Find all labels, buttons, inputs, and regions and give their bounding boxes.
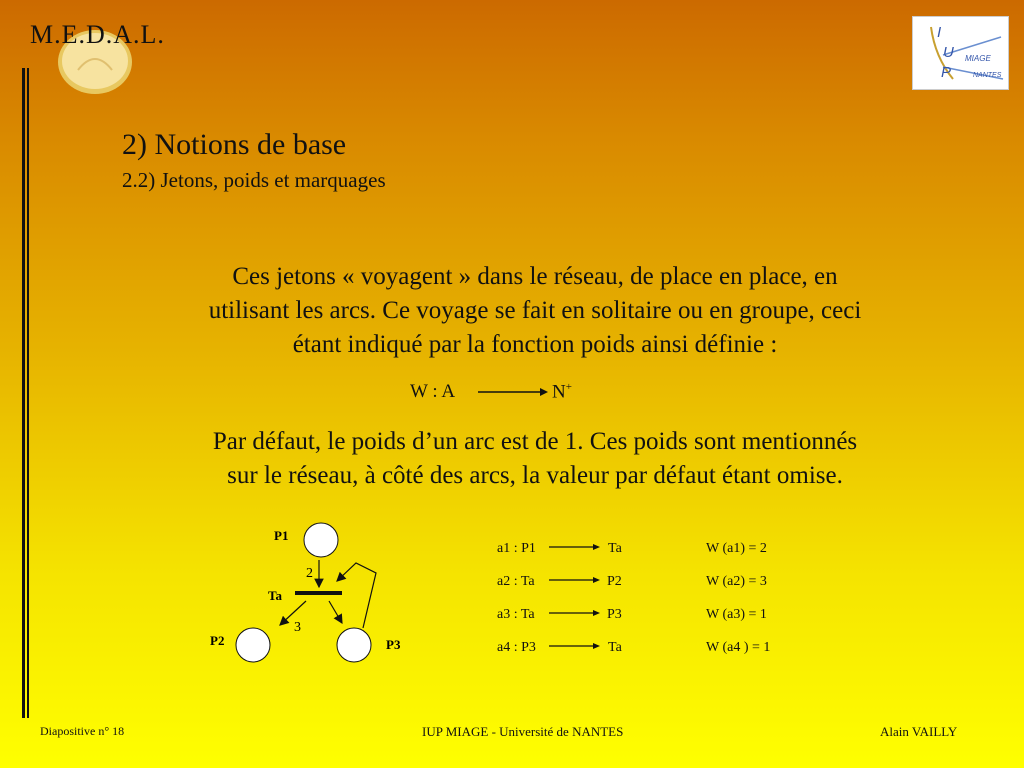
footer-institution: IUP MIAGE - Université de NANTES [422, 724, 624, 739]
table-row [497, 574, 797, 607]
label-p3: P3 [386, 637, 401, 652]
paragraph-line: étant indiqué par la fonction poids ainsi définie : [292, 331, 778, 358]
footer-author: Alain VAILLY [880, 724, 958, 739]
place-p3 [337, 628, 371, 662]
vertical-rule-inner [27, 68, 29, 718]
arc-weight: W (a4 ) = 1 [706, 640, 771, 655]
formula-domain: W : A [410, 381, 456, 402]
section-subheading: 2.2) Jetons, poids et marquages [122, 168, 386, 192]
arrow-icon [547, 640, 601, 652]
petri-net-diagram [200, 515, 420, 675]
formula-codomain-base: N [552, 381, 566, 403]
arc-a3 [329, 601, 342, 623]
arc-label: a3 : Ta [497, 607, 535, 622]
label-p1: P1 [274, 528, 289, 543]
logo-letter-u: U [943, 44, 954, 61]
arc-label: a4 : P3 [497, 640, 536, 655]
arc-a4 [337, 563, 376, 628]
paragraph-line: Par défaut, le poids d’un arc est de 1. Ces poids sont mentionnés [212, 428, 858, 455]
paragraph-default-weight [140, 425, 930, 493]
paragraph-line: Ces jetons « voyagent » dans le réseau, de place en place, en [232, 263, 838, 290]
weight-a1: 2 [306, 566, 313, 581]
arc-target: Ta [608, 640, 622, 655]
logo-word-miage: MIAGE [965, 54, 991, 63]
section-heading: 2) Notions de base [122, 128, 347, 161]
logo-letter-p: P [941, 64, 952, 81]
formula-codomain [552, 381, 572, 403]
iup-logo [912, 16, 1009, 90]
arc-weight: W (a2) = 3 [706, 574, 767, 589]
label-ta: Ta [268, 588, 282, 603]
logo-letter-i: I [937, 24, 942, 41]
paragraph-tokens [140, 260, 930, 362]
arc-label: a2 : Ta [497, 574, 535, 589]
paragraph-line: utilisant les arcs. Ce voyage se fait en solitaire ou en groupe, ceci [208, 297, 862, 324]
paragraph-line: sur le réseau, à côté des arcs, la valeur par défaut étant omise. [227, 462, 843, 489]
table-row [497, 607, 797, 640]
vertical-rule [22, 68, 25, 718]
arc-weight: W (a1) = 2 [706, 541, 767, 556]
arc-weight: W (a3) = 1 [706, 607, 767, 622]
arc-a2 [280, 601, 306, 625]
formula-codomain-sup: + [565, 381, 572, 393]
arc-target: Ta [608, 541, 622, 556]
arrow-icon [547, 541, 601, 553]
logo-word-nantes: NANTES [973, 72, 1002, 79]
arc-target: P2 [607, 574, 622, 589]
place-p1 [304, 523, 338, 557]
arrow-icon [547, 607, 601, 619]
weight-a2: 3 [294, 620, 301, 635]
logo-graphic [913, 17, 1008, 89]
footer-slide-number: Diapositive n° 18 [40, 724, 125, 738]
brand-title: M.E.D.A.L. [30, 20, 165, 49]
place-p2 [236, 628, 270, 662]
formula-arrow [476, 384, 550, 400]
table-row [497, 640, 797, 673]
arrow-icon [547, 574, 601, 586]
arc-label: a1 : P1 [497, 541, 536, 556]
label-p2: P2 [210, 633, 225, 648]
arcs-table [497, 541, 797, 673]
arc-target: P3 [607, 607, 622, 622]
table-row [497, 541, 797, 574]
